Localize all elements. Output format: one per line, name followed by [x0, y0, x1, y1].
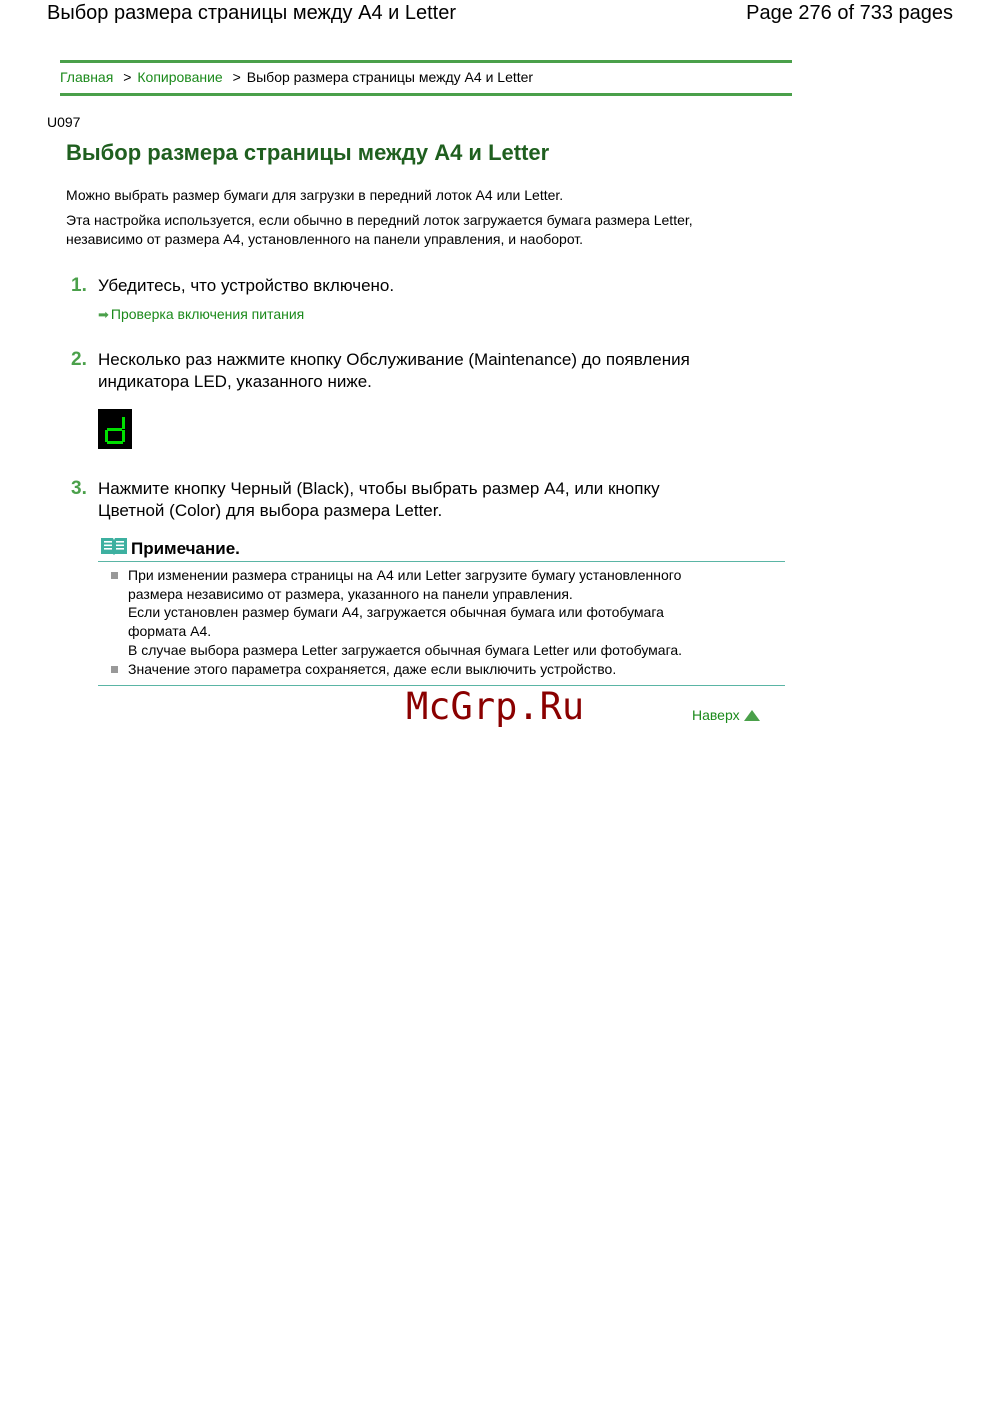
step-line: индикатора LED, указанного ниже.	[98, 372, 372, 391]
breadcrumb-section-link[interactable]: Копирование	[137, 69, 223, 85]
page-header-title: Выбор размера страницы между A4 и Letter	[47, 2, 456, 24]
step-line: Нажмите кнопку Черный (Black), чтобы выбрать размер A4, или кнопку	[98, 479, 660, 498]
breadcrumb	[60, 60, 792, 96]
note-line: В случае выбора размера Letter загружается обычная бумага Letter или фотобумага.	[128, 641, 683, 658]
step-number-1: 1.	[71, 275, 87, 296]
led-display	[98, 409, 132, 449]
power-check-link-label[interactable]: Проверка включения питания	[110, 306, 305, 322]
intro-line: независимо от размера A4, установленного на панели управления, и наоборот.	[66, 231, 584, 247]
breadcrumb-current: Выбор размера страницы между A4 и Letter	[246, 69, 534, 85]
note-line: размера независимо от размера, указанного на панели управления.	[128, 585, 573, 602]
back-to-top-label[interactable]: Наверх	[692, 707, 740, 723]
intro-line: Эта настройка используется, если обычно в передний лоток загружается бумага размера Letter,	[66, 212, 693, 228]
intro-paragraph-1: Можно выбрать размер бумаги для загрузки в передний лоток A4 или Letter.	[66, 187, 564, 203]
note-line: Если установлен размер бумаги A4, загружается обычная бумага или фотобумага	[128, 604, 664, 621]
step-line: Цветной (Color) для выбора размера Letter.	[98, 501, 443, 520]
note-line: При изменении размера страницы на A4 или Letter загрузите бумагу установленного	[128, 567, 682, 583]
step-line: Несколько раз нажмите кнопку Обслуживание (Maintenance) до появления	[98, 350, 690, 369]
arrow-right-icon: ➡	[98, 307, 109, 322]
note-line: формата A4.	[128, 623, 212, 640]
watermark: McGrp.Ru	[406, 685, 585, 728]
step-number-3: 3.	[71, 478, 87, 499]
arrow-up-icon[interactable]	[744, 710, 760, 721]
breadcrumb-separator: >	[232, 69, 241, 85]
bullet-icon	[111, 666, 118, 673]
step-number-2: 2.	[71, 349, 87, 370]
power-check-link[interactable]	[98, 306, 304, 323]
back-to-top-link[interactable]	[692, 707, 760, 723]
step-text-3	[98, 478, 758, 522]
breadcrumb-home-link[interactable]: Главная	[60, 69, 114, 85]
breadcrumb-separator: >	[123, 69, 132, 85]
note-header	[98, 534, 785, 562]
document-code: U097	[47, 114, 81, 130]
book-icon	[100, 536, 128, 556]
step-text-2	[98, 349, 758, 393]
led-digit-d-icon	[98, 409, 132, 449]
note-item-1	[128, 566, 748, 660]
page-number: Page 276 of 733 pages	[746, 2, 953, 24]
bullet-icon	[111, 572, 118, 579]
note-body	[98, 565, 785, 686]
note-title: Примечание.	[131, 539, 240, 558]
intro-paragraph-2	[66, 211, 766, 249]
page-title: Выбор размера страницы между A4 и Letter	[66, 140, 550, 165]
step-text-1: Убедитесь, что устройство включено.	[98, 276, 395, 295]
note-item-2: Значение этого параметра сохраняется, даже если выключить устройство.	[128, 661, 617, 677]
